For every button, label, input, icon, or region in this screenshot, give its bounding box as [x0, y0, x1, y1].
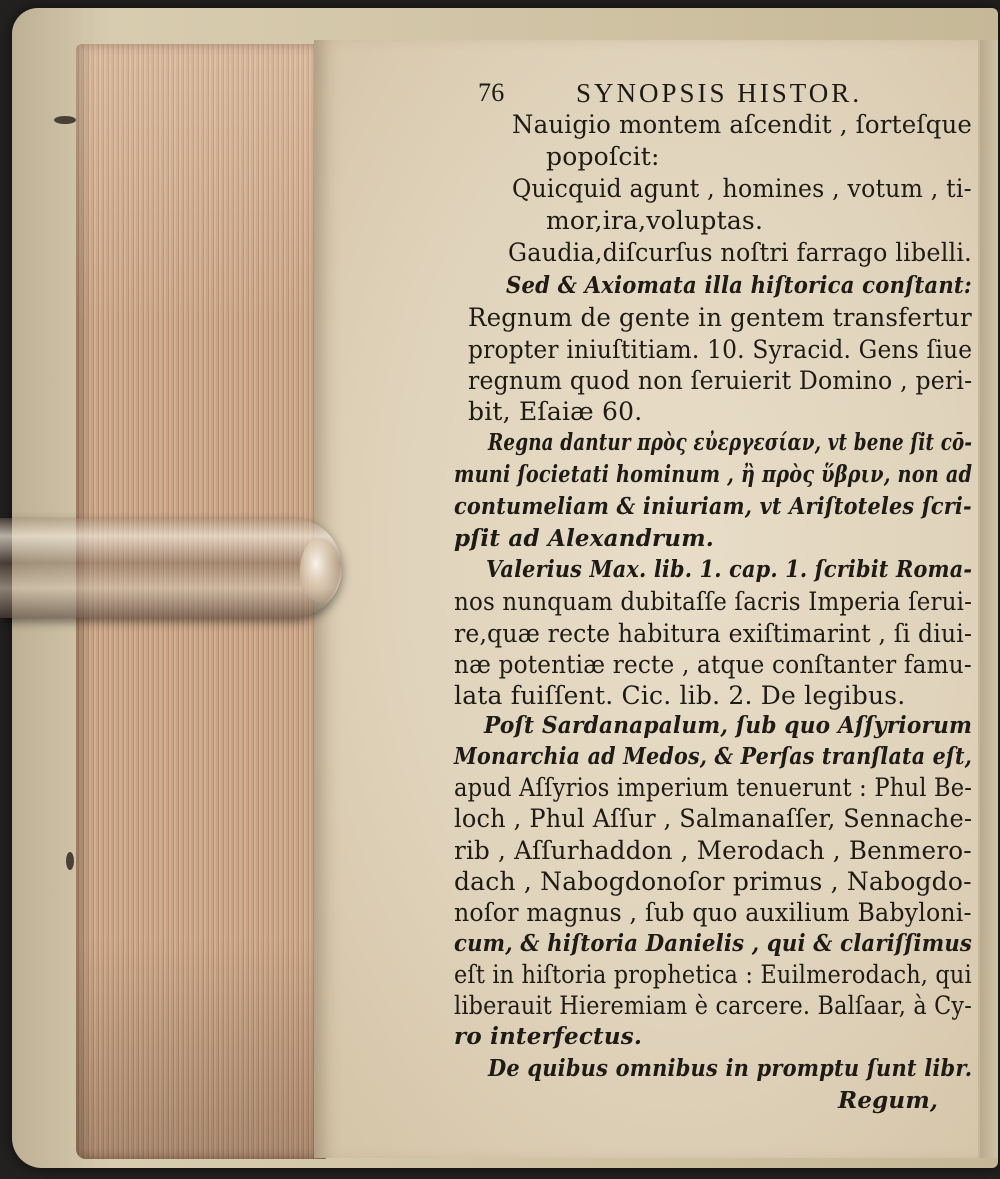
text-line: dach , Nabogdonoſor primus , Nabogdo-	[454, 867, 972, 896]
text-line: Quicquid agunt , homines , votum , ti-	[512, 174, 972, 203]
glass-page-holder-tip	[300, 538, 340, 602]
text-line: eſt in hiſtoria prophetica : Euilmerodach, qui	[454, 960, 972, 989]
text-line: næ potentiæ recte , atque conſtanter famu-	[454, 650, 972, 679]
text-line: popoſcit:	[546, 142, 660, 171]
text-line: Valerius Max. lib. 1. cap. 1. ſcribit Roma-	[486, 556, 973, 583]
text-line: Sed & Axiomata illa hiſtorica conſtant:	[506, 272, 972, 299]
text-line: bit, Eſaiæ 60.	[468, 397, 643, 426]
text-line: liberauit Hieremiam è carcere. Balſaar, à Cy-	[454, 991, 972, 1020]
text-line: apud Aſſyrios imperium tenuerunt : Phul Be-	[454, 773, 973, 802]
text-line: Regnum de gente in gentem transfertur	[468, 303, 972, 332]
text-line: muni ſocietati hominum , ἢ πρὸς ὕβριν, non ad	[454, 461, 973, 488]
text-line: Poſt Sardanapalum, ſub quo Aſſyriorum	[484, 712, 973, 739]
running-title: SYNOPSIS HISTOR.	[576, 78, 863, 108]
text-line: lata fuiſſent. Cic. lib. 2. De legibus.	[454, 681, 906, 710]
text-line: rib , Aſſurhaddon , Merodach , Benmero-	[454, 836, 972, 865]
text-line: regnum quod non ſeruierit Domino , peri-	[468, 366, 973, 395]
text-line: Monarchia ad Medos, & Perſas tranſlata eſt,	[454, 743, 973, 770]
text-line: noſor magnus , ſub quo auxilium Babyloni-	[454, 898, 972, 927]
page-number: 76	[478, 78, 505, 107]
text-line: propter iniuſtitiam. 10. Syracid. Gens ſiue	[468, 335, 973, 364]
text-line: contumeliam & iniuriam, vt Ariſtoteles ſcri-	[454, 493, 972, 520]
glass-page-holder	[0, 518, 342, 618]
text-line: loch , Phul Aſſur , Salmanaſſer, Sennache-	[454, 804, 973, 833]
text-line: cum, & hiſtoria Danielis , qui & clariſſimus	[454, 930, 973, 957]
text-line: ro interfectus.	[454, 1023, 643, 1050]
text-line: mor,ira,voluptas.	[546, 206, 764, 235]
text-line: Regna dantur πρὸς εὐεργεσίαν, vt bene ſit cō-	[488, 429, 973, 456]
text-line: De quibus omnibus in promptu ſunt libr.	[488, 1055, 973, 1082]
catchword: Regum,	[838, 1087, 939, 1114]
text-line: nos nunquam dubitaſſe ſacris Imperia ſerui-	[454, 587, 973, 616]
text-line: Gaudia,diſcurſus noſtri farrago libelli.	[508, 238, 972, 267]
text-line: re,quæ recte habitura exiſtimarint , ſi diui-	[454, 619, 973, 648]
text-line: pſit ad Alexandrum.	[454, 525, 714, 552]
text-line: Nauigio montem aſcendit , ſorteſque	[512, 110, 973, 139]
